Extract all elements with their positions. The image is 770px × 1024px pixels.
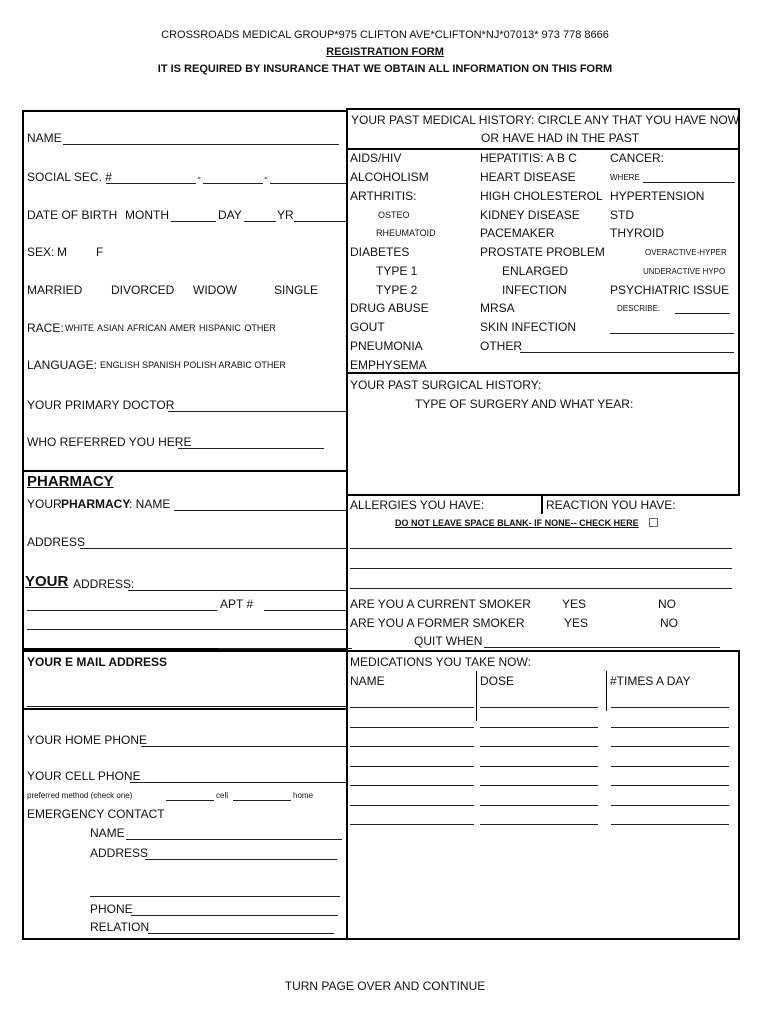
medical-history-title: YOUR PAST MEDICAL HISTORY: CIRCLE ANY THAT YOU HAVE NOW xyxy=(351,113,740,127)
preferred-home-field[interactable] xyxy=(233,800,291,801)
divider xyxy=(22,708,348,710)
emergency-relation-label: RELATION xyxy=(90,920,150,934)
quit-when-label: QUIT WHEN xyxy=(414,634,483,648)
allergy-line[interactable] xyxy=(350,588,732,589)
dob-yr-field[interactable] xyxy=(294,221,346,222)
preferred-cell-field[interactable] xyxy=(166,800,214,801)
emergency-phone-label: PHONE xyxy=(90,902,133,916)
current-smoker-no[interactable]: NO xyxy=(658,597,676,611)
condition-item[interactable]: PNEUMONIA xyxy=(350,339,423,353)
allergy-line[interactable] xyxy=(350,568,732,569)
medical-history-subtitle: OR HAVE HAD IN THE PAST xyxy=(481,131,640,145)
pharmacy-address-field[interactable] xyxy=(80,548,346,549)
current-smoker-yes[interactable]: YES xyxy=(562,597,587,611)
condition-item[interactable]: EMPHYSEMA xyxy=(350,358,427,372)
medication-line[interactable] xyxy=(480,805,598,806)
cancer-where-label: WHERE xyxy=(610,173,640,182)
preferred-label: preferred method (check one) xyxy=(27,791,133,800)
dob-yr-label: YR xyxy=(277,208,294,222)
medication-line[interactable] xyxy=(611,766,729,767)
condition-item[interactable]: HYPERTENSION xyxy=(610,189,705,203)
pharmacy-your: YOUR xyxy=(27,497,62,511)
name-field[interactable] xyxy=(63,144,339,145)
emergency-address-field[interactable] xyxy=(145,859,337,860)
condition-item[interactable]: AIDS/HIV xyxy=(350,151,402,165)
pharmacy-name-field[interactable] xyxy=(174,510,346,511)
pharmacy-name-label: : NAME xyxy=(129,497,171,511)
medication-line[interactable] xyxy=(350,785,474,786)
medication-line[interactable] xyxy=(611,824,729,825)
ssn-field-1[interactable] xyxy=(106,183,196,184)
ssn-label: SOCIAL SEC. # xyxy=(27,170,112,184)
medication-line[interactable] xyxy=(480,746,598,747)
quit-when-field[interactable] xyxy=(484,647,720,648)
surgical-history-subtitle: TYPE OF SURGERY AND WHAT YEAR: xyxy=(415,397,634,411)
apt-field[interactable] xyxy=(264,610,346,611)
condition-item[interactable]: STD xyxy=(610,208,634,222)
describe-field-2[interactable] xyxy=(610,333,734,334)
condition-item[interactable]: TYPE 1 xyxy=(376,264,418,278)
allergy-line[interactable] xyxy=(350,548,732,549)
ssn-field-3[interactable] xyxy=(270,183,346,184)
condition-item[interactable]: HIGH CHOLESTEROL xyxy=(480,189,603,203)
primary-doctor-label: YOUR PRIMARY DOCTOR xyxy=(27,398,175,412)
medication-line[interactable] xyxy=(611,805,729,806)
medication-line[interactable] xyxy=(611,727,729,728)
emergency-relation-field[interactable] xyxy=(148,933,334,934)
medication-line[interactable] xyxy=(611,746,729,747)
single-option[interactable]: SINGLE xyxy=(274,283,319,297)
medications-title: MEDICATIONS YOU TAKE NOW: xyxy=(350,655,531,669)
medication-line[interactable] xyxy=(350,805,474,806)
divider xyxy=(346,108,348,150)
cell-phone-field[interactable] xyxy=(130,782,346,783)
medication-line[interactable] xyxy=(350,824,474,825)
pharmacy-address-label: ADDRESS xyxy=(27,535,86,549)
condition-item[interactable]: OTHER xyxy=(480,339,522,353)
emergency-address-line2-field[interactable] xyxy=(90,896,340,897)
primary-doctor-field[interactable] xyxy=(168,411,346,412)
surgical-history-title: YOUR PAST SURGICAL HISTORY: xyxy=(350,378,542,392)
widow-option[interactable]: WIDOW xyxy=(193,283,237,297)
condition-item[interactable]: ARTHRITIS: xyxy=(350,189,417,203)
referred-field[interactable] xyxy=(178,448,324,449)
condition-item[interactable]: HEPATITIS: A B C xyxy=(480,151,577,165)
condition-item[interactable]: THYROID xyxy=(610,226,664,240)
condition-item[interactable]: DRUG ABUSE xyxy=(350,301,429,315)
referred-label: WHO REFERRED YOU HERE xyxy=(27,435,192,449)
form-title: REGISTRATION FORM xyxy=(326,46,444,58)
emergency-name-label: NAME xyxy=(90,826,125,840)
condition-item[interactable]: UNDERACTIVE HYPO xyxy=(643,267,726,276)
medication-line[interactable] xyxy=(350,727,474,728)
dob-day-label: DAY xyxy=(218,208,242,222)
condition-item[interactable]: PSYCHIATRIC ISSUE xyxy=(610,283,730,297)
divider xyxy=(346,108,740,110)
address-label: ADDRESS: xyxy=(73,577,135,591)
condition-item[interactable]: MRSA xyxy=(480,301,515,315)
preferred-home-label: home xyxy=(293,791,314,800)
medication-line[interactable] xyxy=(480,824,598,825)
emergency-name-field[interactable] xyxy=(126,839,342,840)
former-smoker-yes[interactable]: YES xyxy=(564,616,589,630)
medication-line[interactable] xyxy=(350,766,474,767)
address-line2-field[interactable] xyxy=(27,610,217,611)
describe-label: DESCRIBE: xyxy=(617,304,661,313)
allergies-label: ALLERGIES YOU HAVE: xyxy=(350,498,485,512)
email-field[interactable] xyxy=(27,706,346,707)
other-condition-field[interactable] xyxy=(520,352,734,353)
home-phone-field[interactable] xyxy=(141,746,346,747)
emergency-contact-label: EMERGENCY CONTACT xyxy=(27,807,165,821)
medication-line[interactable] xyxy=(480,766,598,767)
form-notice: IT IS REQUIRED BY INSURANCE THAT WE OBTAIN ALL INFORMATION ON THIS FORM xyxy=(157,63,613,75)
email-label: YOUR E MAIL ADDRESS xyxy=(27,655,168,669)
cancer-where-field[interactable] xyxy=(643,182,735,183)
ssn-field-2[interactable] xyxy=(203,183,263,184)
former-smoker-no[interactable]: NO xyxy=(660,616,678,630)
cell-phone-label: YOUR CELL PHONE xyxy=(27,769,141,783)
dob-month-field[interactable] xyxy=(171,221,216,222)
med-dose-header: DOSE xyxy=(480,674,515,688)
condition-item[interactable]: CANCER: xyxy=(610,151,665,165)
name-label: NAME xyxy=(27,131,62,145)
dob-month-label: MONTH xyxy=(125,208,169,222)
dob-label: DATE OF BIRTH xyxy=(27,208,118,222)
reaction-label: REACTION YOU HAVE: xyxy=(546,498,676,512)
divider xyxy=(606,671,607,711)
medication-line[interactable] xyxy=(350,707,474,708)
medication-line[interactable] xyxy=(480,785,598,786)
divorced-option[interactable]: DIVORCED xyxy=(111,283,175,297)
divider xyxy=(541,494,543,514)
condition-item[interactable]: HEART DISEASE xyxy=(480,170,576,184)
address-line3-field[interactable] xyxy=(27,629,346,630)
condition-item[interactable]: KIDNEY DISEASE xyxy=(480,208,580,222)
medications-box xyxy=(346,650,740,940)
sex-label: SEX: xyxy=(27,245,55,259)
condition-item[interactable]: INFECTION xyxy=(502,283,567,297)
med-name-header: NAME xyxy=(350,674,385,688)
language-label: LANGUAGE: xyxy=(27,358,98,372)
condition-item[interactable]: OVERACTIVE-HYPER xyxy=(645,248,727,257)
divider xyxy=(346,494,348,652)
married-option[interactable]: MARRIED xyxy=(27,283,83,297)
address-line4-field[interactable] xyxy=(218,648,352,649)
home-phone-label: YOUR HOME PHONE xyxy=(27,733,148,747)
former-smoker-label: ARE YOU A FORMER SMOKER xyxy=(350,616,525,630)
condition-item[interactable]: DIABETES xyxy=(350,245,410,259)
condition-item[interactable]: RHEUMATOID xyxy=(376,228,436,238)
medication-line[interactable] xyxy=(350,746,474,747)
your-address-title: YOUR xyxy=(25,573,69,590)
med-times-header: #TIMES A DAY xyxy=(610,674,691,688)
header-clinic: CROSSROADS MEDICAL GROUP*975 CLIFTON AVE*CLIFTON*NJ*07013* 973 778 8666 xyxy=(161,29,609,41)
medication-line[interactable] xyxy=(611,785,729,786)
condition-item[interactable]: GOUT xyxy=(350,320,385,334)
preferred-cell-label: cell xyxy=(216,791,229,800)
condition-item[interactable]: OSTEO xyxy=(378,210,410,220)
describe-field[interactable] xyxy=(675,313,730,314)
condition-item[interactable]: PROSTATE PROBLEM xyxy=(480,245,605,259)
emergency-address-label: ADDRESS xyxy=(90,846,149,860)
current-smoker-label: ARE YOU A CURRENT SMOKER xyxy=(350,597,531,611)
language-options[interactable]: ENGLISH SPANISH POLISH ARABIC OTHER xyxy=(100,360,286,370)
address-field[interactable] xyxy=(128,590,346,591)
none-checkbox[interactable]: ☐ xyxy=(648,516,659,530)
dob-day-field[interactable] xyxy=(244,221,276,222)
race-options[interactable]: WHITE ASIAN AFRICAN AMER HISPANIC OTHER xyxy=(65,323,276,333)
sex-m-option[interactable]: M xyxy=(57,245,67,259)
condition-item[interactable]: SKIN INFECTION xyxy=(480,320,577,334)
medication-line[interactable] xyxy=(480,707,598,708)
apt-label: APT # xyxy=(220,597,254,611)
medication-line[interactable] xyxy=(611,707,729,708)
condition-item[interactable]: TYPE 2 xyxy=(376,283,418,297)
divider xyxy=(476,671,477,721)
medication-line[interactable] xyxy=(480,727,598,728)
pharmacy-bold: PHARMACY xyxy=(61,497,131,511)
condition-item[interactable]: PACEMAKER xyxy=(480,226,555,240)
no-blank-notice: DO NOT LEAVE SPACE BLANK- IF NONE-- CHECK HERE xyxy=(395,518,639,528)
race-label: RACE: xyxy=(27,321,64,335)
condition-item[interactable]: ENLARGED xyxy=(502,264,569,278)
turn-page-note: TURN PAGE OVER AND CONTINUE xyxy=(284,979,486,993)
condition-item[interactable]: ALCOHOLISM xyxy=(350,170,429,184)
pharmacy-title: PHARMACY xyxy=(27,473,114,490)
emergency-phone-field[interactable] xyxy=(131,915,338,916)
sex-f-option[interactable]: F xyxy=(96,245,104,259)
